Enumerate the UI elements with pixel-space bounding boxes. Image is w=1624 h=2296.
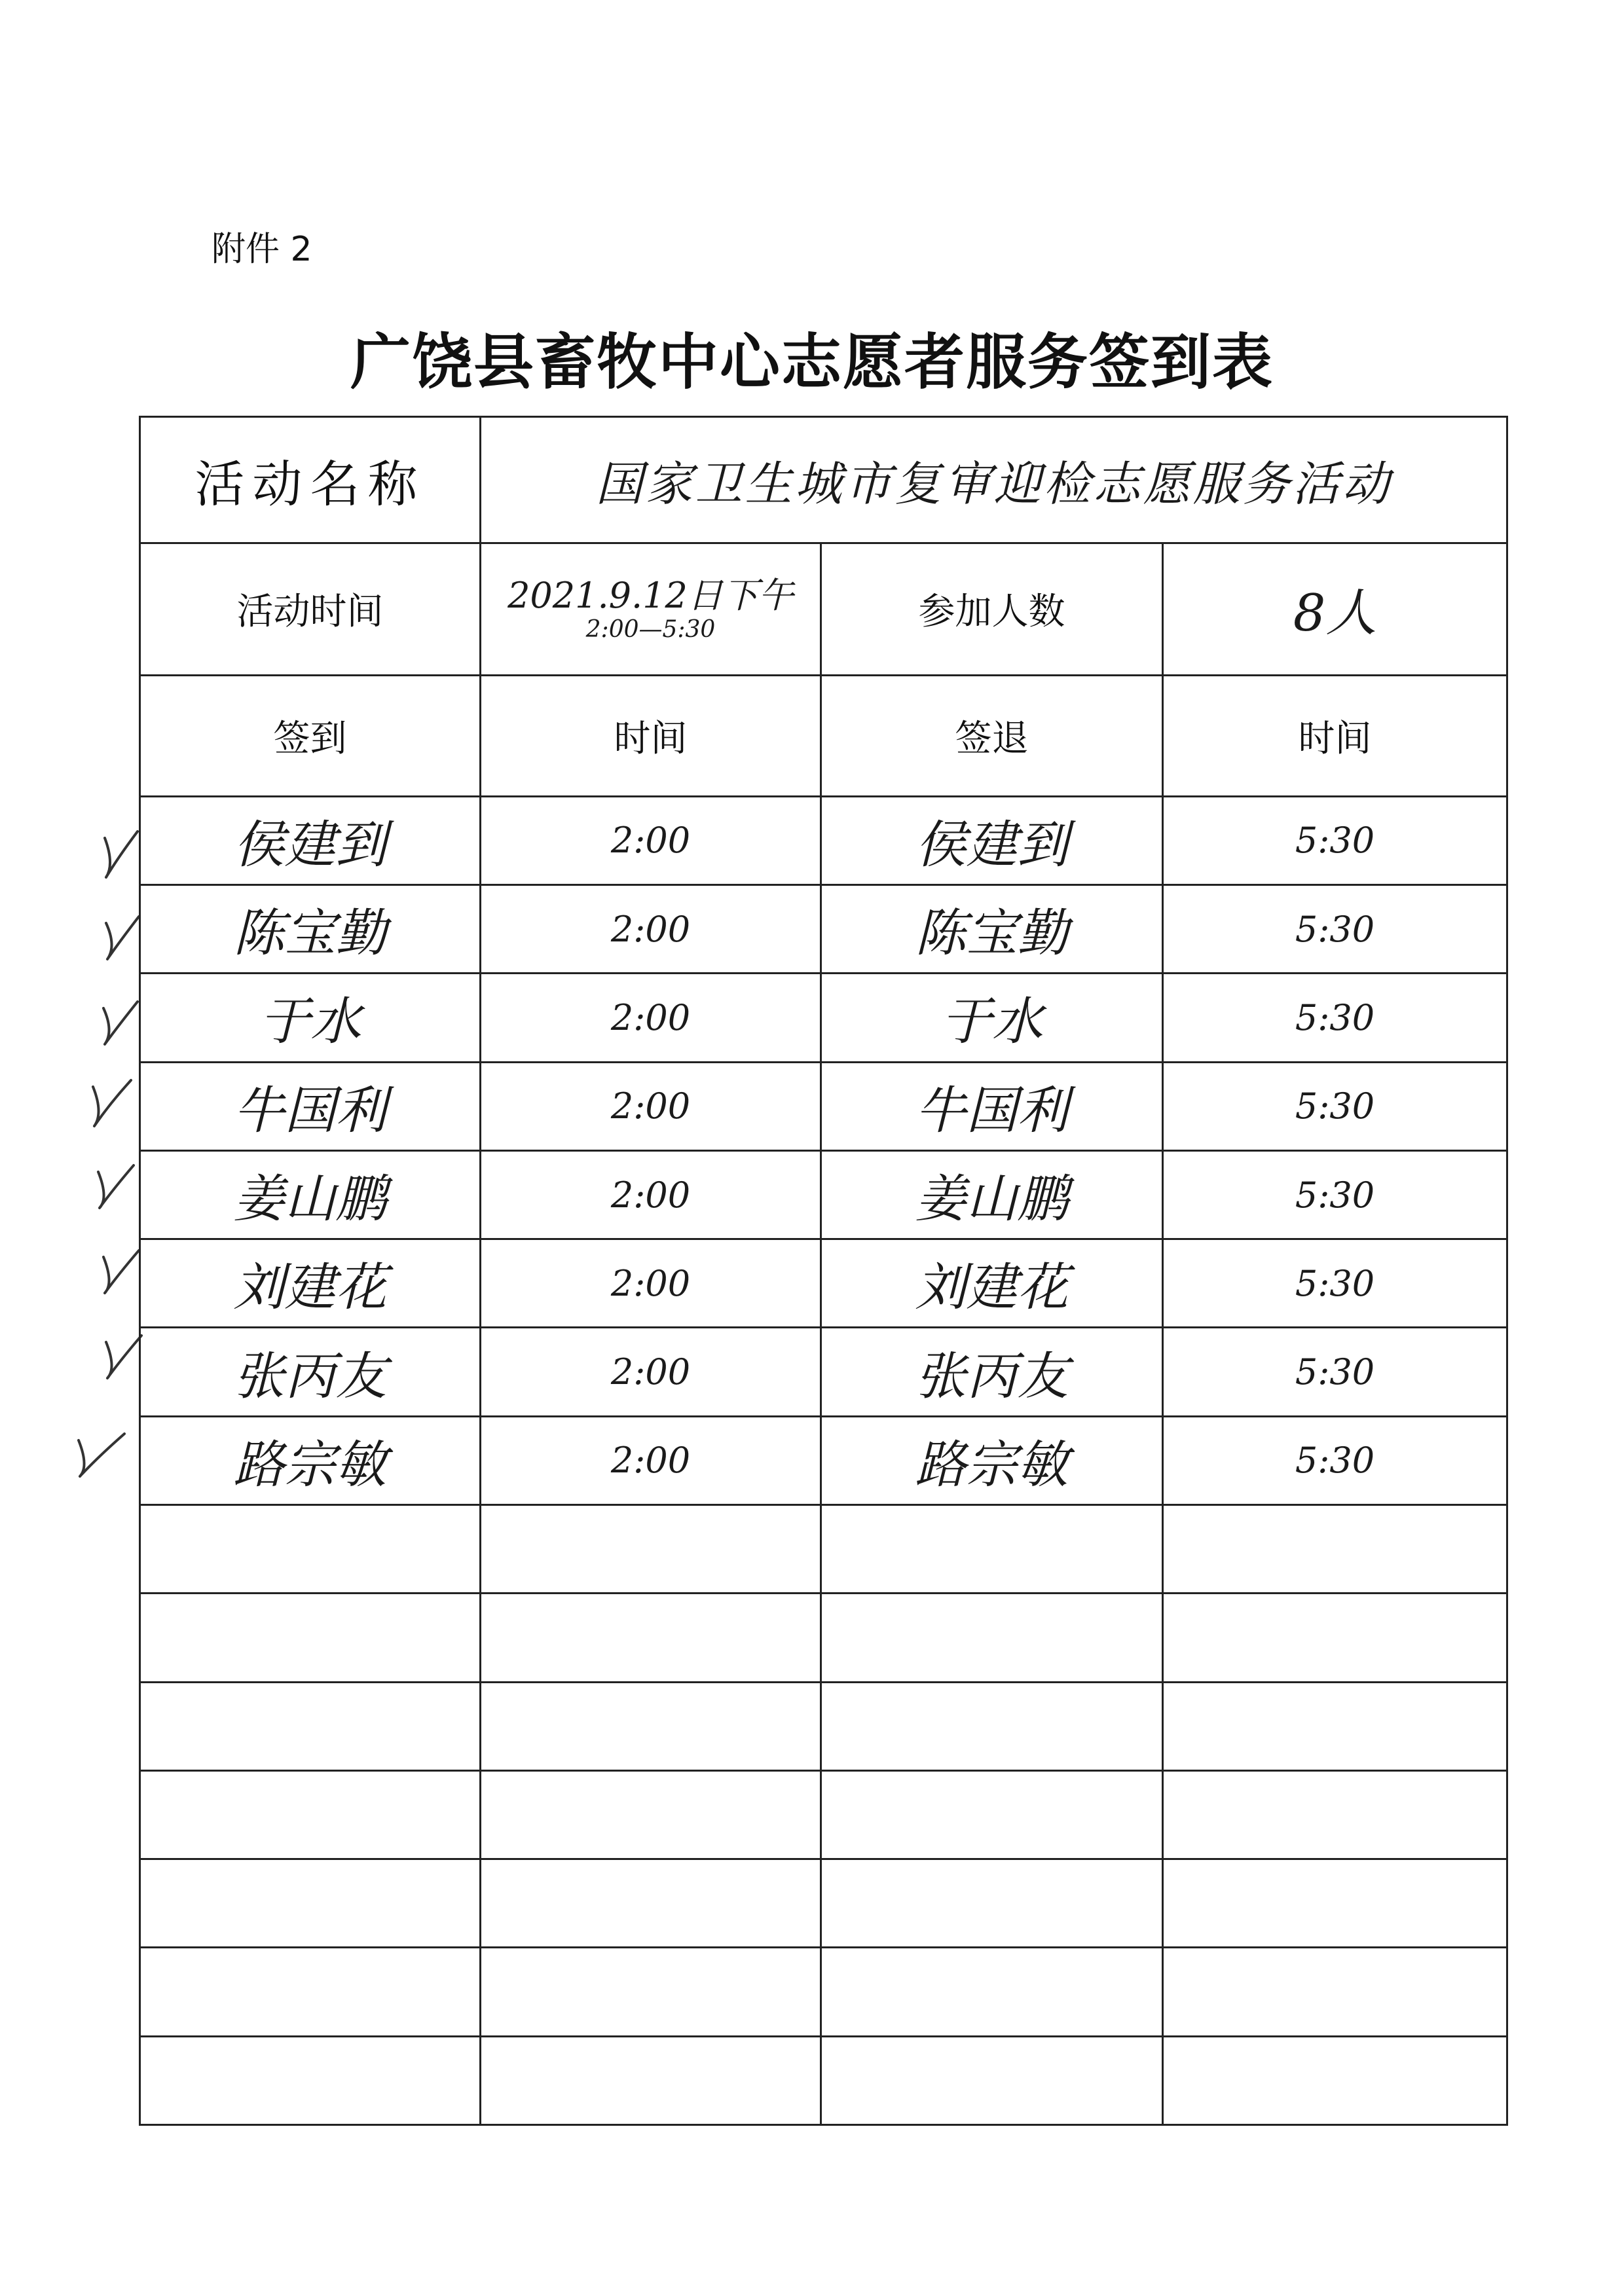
table-cell	[1163, 796, 1507, 884]
signer-name: 姜山鹏	[915, 1170, 1069, 1230]
table-cell	[821, 2036, 1163, 2124]
table-row	[140, 1770, 1507, 1859]
table-row	[140, 1150, 1507, 1239]
signer-name: 姜山鹏	[233, 1170, 387, 1230]
table-cell	[481, 1682, 821, 1770]
table-cell	[140, 2036, 481, 2124]
sign-in-time: 2:00	[610, 908, 691, 950]
table-cell	[1163, 1770, 1507, 1859]
table-cell	[481, 1328, 821, 1416]
table-cell	[821, 1416, 1163, 1504]
table-cell	[140, 1328, 481, 1416]
signer-name: 张丙友	[915, 1347, 1069, 1406]
table-row	[140, 1682, 1507, 1770]
signer-name: 张丙友	[233, 1347, 387, 1406]
table-cell	[1163, 1062, 1507, 1150]
table-cell	[481, 1948, 821, 2036]
sign-out-time: 5:30	[1295, 1440, 1375, 1482]
table-cell	[140, 974, 481, 1062]
table-cell	[481, 974, 821, 1062]
signer-name: 陈宝勤	[233, 904, 387, 964]
activity-name-row	[140, 417, 1507, 543]
attachment-label: 附件 2	[212, 230, 312, 269]
table-cell	[140, 1239, 481, 1328]
table-cell	[821, 1239, 1163, 1328]
activity-name-label: 活动名称	[194, 454, 426, 513]
table-row	[140, 1594, 1507, 1682]
sign-in-time: 2:00	[610, 820, 691, 862]
signer-name: 路宗敏	[915, 1435, 1069, 1495]
column-header-row	[140, 675, 1507, 796]
table-cell	[821, 1150, 1163, 1239]
sign-in-table	[139, 416, 1508, 2126]
check-mark-icon	[106, 917, 139, 959]
check-mark-icon	[79, 1434, 124, 1476]
sign-in-time: 2:00	[610, 1440, 691, 1482]
table-cell	[481, 2036, 821, 2124]
check-mark-icon	[105, 831, 138, 877]
table-cell	[821, 974, 1163, 1062]
table-row	[140, 1948, 1507, 2036]
column-header-out-time: 时间	[1298, 717, 1372, 760]
sign-in-time: 2:00	[610, 1174, 691, 1216]
check-mark-icon	[98, 1165, 134, 1208]
table-row	[140, 1416, 1507, 1504]
table-row	[140, 974, 1507, 1062]
table-cell	[140, 885, 481, 974]
table-cell	[140, 1416, 481, 1504]
column-header-in-time: 时间	[614, 717, 688, 760]
table-row	[140, 1859, 1507, 1948]
sign-out-time: 5:30	[1295, 1174, 1375, 1216]
table-cell	[1163, 1948, 1507, 2036]
sign-in-time: 2:00	[610, 1351, 691, 1393]
column-header-sign-out: 签退	[955, 717, 1029, 760]
table-cell	[1163, 1594, 1507, 1682]
signer-name: 陈宝勤	[915, 904, 1069, 964]
check-mark-icon	[103, 1250, 139, 1293]
table-row	[140, 1239, 1507, 1328]
participant-count-label: 参加人数	[918, 591, 1065, 634]
table-cell	[481, 1859, 821, 1948]
table-cell	[140, 1770, 481, 1859]
table-cell	[1163, 1328, 1507, 1416]
activity-name-value: 国家卫生城市复审迎检志愿服务活动	[595, 456, 1392, 512]
signer-name: 于水	[259, 993, 361, 1052]
table-cell	[821, 1062, 1163, 1150]
signer-name: 于水	[940, 993, 1043, 1052]
table-cell	[821, 1328, 1163, 1416]
table-cell	[1163, 885, 1507, 974]
table-cell	[821, 1594, 1163, 1682]
table-cell	[1163, 2036, 1507, 2124]
table-cell	[1163, 1416, 1507, 1504]
page-title: 广饶县畜牧中心志愿者服务签到表	[350, 327, 1274, 397]
table-row	[140, 1505, 1507, 1594]
table-row	[140, 1328, 1507, 1416]
signer-name: 牛国利	[915, 1081, 1069, 1140]
sign-out-time: 5:30	[1295, 820, 1375, 862]
table-cell	[140, 1505, 481, 1594]
table-row	[140, 885, 1507, 974]
sign-in-time: 2:00	[610, 996, 691, 1038]
check-mark-icon	[93, 1080, 131, 1126]
activity-time-label: 活动时间	[236, 591, 384, 634]
table-cell	[821, 1948, 1163, 2036]
table-cell	[481, 796, 821, 884]
table-cell	[821, 796, 1163, 884]
table-cell	[1163, 1239, 1507, 1328]
table-cell	[140, 1948, 481, 2036]
participant-count-value: 8人	[1293, 584, 1377, 644]
sign-in-time: 2:00	[610, 1085, 691, 1127]
table-cell	[821, 1682, 1163, 1770]
table-cell	[821, 885, 1163, 974]
table-cell	[481, 1150, 821, 1239]
sign-out-time: 5:30	[1295, 1351, 1375, 1393]
table-cell	[1163, 1505, 1507, 1594]
sign-out-time: 5:30	[1295, 996, 1375, 1038]
signer-name: 路宗敏	[233, 1435, 387, 1495]
activity-time-value	[481, 575, 820, 643]
check-mark-icon	[106, 1336, 141, 1378]
table-cell	[821, 1859, 1163, 1948]
signer-name: 刘建花	[915, 1258, 1069, 1318]
sign-out-time: 5:30	[1295, 1085, 1375, 1127]
sign-in-time: 2:00	[610, 1262, 691, 1304]
column-header-sign-in: 签到	[273, 717, 347, 760]
table-cell	[821, 1505, 1163, 1594]
signer-name: 刘建花	[233, 1258, 387, 1318]
table-cell	[140, 1150, 481, 1239]
table-row	[140, 2036, 1507, 2124]
activity-time-row	[140, 543, 1507, 675]
table-cell	[481, 1594, 821, 1682]
table-cell	[481, 885, 821, 974]
table-cell	[1163, 1859, 1507, 1948]
table-row	[140, 796, 1507, 884]
table-cell	[481, 1416, 821, 1504]
sign-out-time: 5:30	[1295, 908, 1375, 950]
table-row	[140, 1062, 1507, 1150]
signer-name: 侯建到	[915, 815, 1069, 875]
table-cell	[481, 1505, 821, 1594]
table-cell	[140, 1062, 481, 1150]
table-cell	[140, 1859, 481, 1948]
table-cell	[1163, 1682, 1507, 1770]
table-cell	[481, 1239, 821, 1328]
table-cell	[481, 1770, 821, 1859]
table-cell	[1163, 974, 1507, 1062]
table-cell	[821, 1770, 1163, 1859]
signer-name: 牛国利	[233, 1081, 387, 1140]
activity-date: 2021.9.12日下午	[507, 574, 794, 616]
table-cell	[140, 1682, 481, 1770]
check-mark-icon	[103, 1002, 138, 1044]
table-cell	[481, 1062, 821, 1150]
signer-name: 侯建到	[233, 815, 387, 875]
table-cell	[1163, 1150, 1507, 1239]
table-cell	[140, 796, 481, 884]
activity-time-range: 2:00—5:30	[585, 615, 716, 643]
sign-out-time: 5:30	[1295, 1262, 1375, 1304]
table-cell	[140, 1594, 481, 1682]
